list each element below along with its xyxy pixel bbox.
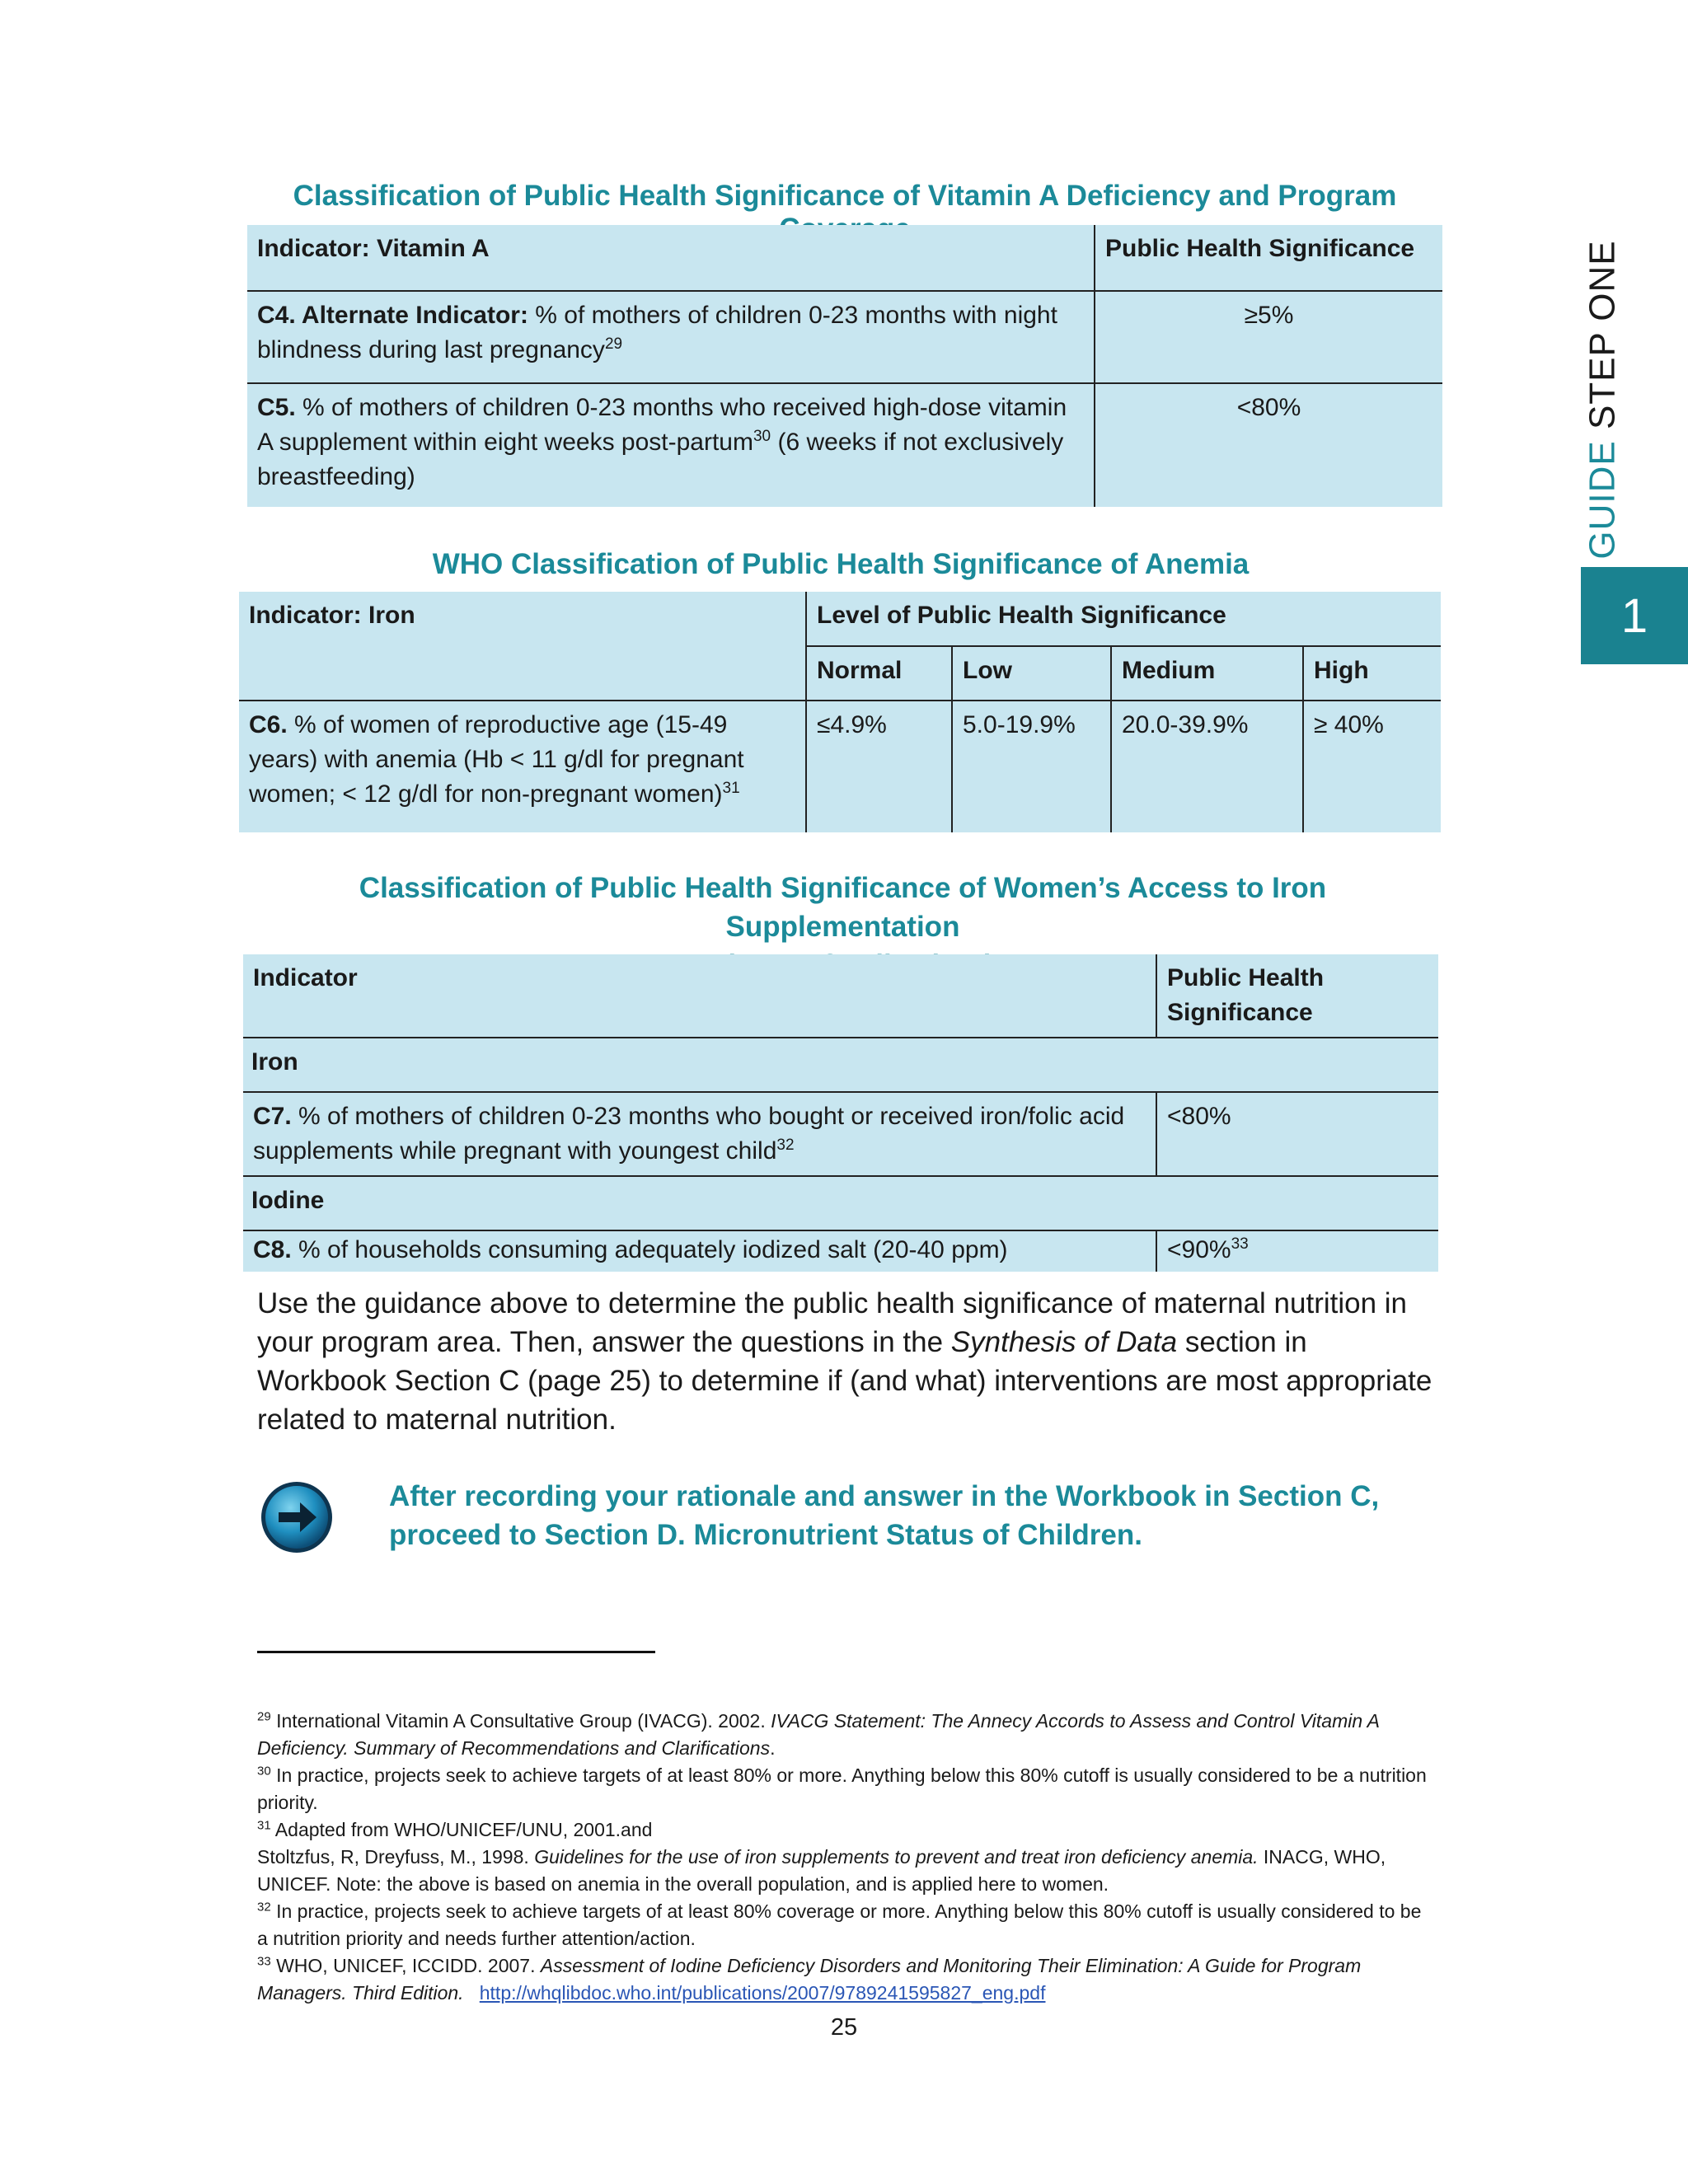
step-number-box [1581, 567, 1688, 664]
step-number: 1 [1620, 588, 1648, 643]
guidance-paragraph: Use the guidance above to determine the public health significance of maternal nutrition in your program area. Then, answer the questions in the Synthesis of Data section in Workbook Section C (page 25) to determine if (and what) interventions are most appropriate related to maternal nutrition. [257, 1287, 1432, 1436]
row-c8-value: <90%$^{33}$ [1156, 1230, 1438, 1272]
arrow-right-icon [259, 1479, 335, 1555]
footnote-separator [257, 1651, 655, 1653]
header-normal: Normal [806, 646, 952, 701]
row-c7-indicator: C7. % of mothers of children 0-23 months who bought or received iron/folic acid supplements while pregnant with youngest child$^{32}$ [243, 1092, 1156, 1176]
anemia-table [239, 592, 1441, 832]
side-tab-label [1574, 240, 1632, 560]
footnote-33: $^{33}$ WHO, UNICEF, ICCIDD. 2007. Assessment of Iodine Deficiency Disorders and Monitoring Their Elimination: A Guide for Program Managers. Third Edition. http://whqlibdoc.who.int/publications/2007/9789241595827_eng.pdf [257, 1954, 1362, 2004]
table2-header-level: Level of Public Health Significance [806, 592, 1441, 646]
table-row [247, 383, 1442, 507]
footnote-31: $^{31}$ Adapted from WHO/UNICEF/UNU, 2001.and Stoltzfus, R, Dreyfuss, M., 1998. Guidelines for the use of iron supplements to prevent and treat iron deficiency anemia. INACG, WHO, UNICEF. Note: the above is based on anemia in the overall population, and is applied here to women. [257, 1818, 1386, 1895]
table1-title: Classification of Public Health Significance of Vitamin A Deficiency and Program [293, 180, 1397, 212]
row-c8-indicator: C8. % of households consuming adequately iodized salt (20-40 ppm) [243, 1230, 1156, 1272]
row-c6-low: 5.0-19.9% [952, 701, 1111, 832]
group-iron: Iron [243, 1038, 1438, 1092]
header-high: High [1303, 646, 1441, 701]
row-c4-indicator: C4. Alternate Indicator: % of mothers of children 0-23 months with night blindness during last pregnancy$^{29}$ [247, 291, 1095, 383]
table1-header-indicator: Indicator: Vitamin A [247, 225, 1095, 291]
next-step-callout: After recording your rationale and answer in the Workbook in Section C, proceed to Section D. Micronutrient Status of Children. [389, 1480, 1380, 1551]
table1-header-significance: Public Health Significance [1095, 225, 1442, 291]
footnote-29: $^{29}$ International Vitamin A Consultative Group (IVACG). 2002. IVACG Statement: The Annecy Accords to Assess and Control Vitamin A Deficiency. Summary of Recommendations and Clarifications. [257, 1709, 1380, 1759]
vitamin-a-table [247, 225, 1442, 507]
footnotes [257, 1708, 1436, 2007]
row-c6-high: ≥ 40% [1303, 701, 1441, 832]
row-c6-indicator: C6. % of women of reproductive age (15-49 years) with anemia (Hb < 11 g/dl for pregnant women; < 12 g/dl for non-pregnant women)$^{31}$ [239, 701, 806, 832]
table-row [239, 701, 1441, 832]
row-c5-indicator: C5. % of mothers of children 0-23 months who received high-dose vitamin A supplement within eight weeks post-partum$^{30}$ (6 weeks if not exclusively breastfeeding) [247, 383, 1095, 507]
guide-label: GUIDE [1582, 440, 1624, 560]
row-c7-value: <80% [1156, 1092, 1438, 1176]
iron-iodine-table [243, 954, 1438, 1272]
header-medium: Medium [1111, 646, 1303, 701]
who-pdf-link[interactable]: http://whqlibdoc.who.int/publications/2007/9789241595827_eng.pdf [479, 1982, 1046, 2004]
row-c5-value: <80% [1095, 383, 1442, 507]
table2-header-indicator: Indicator: Iron [239, 592, 806, 701]
row-c6-normal: ≤4.9% [806, 701, 952, 832]
table3-header-significance: Public Health Significance [1156, 954, 1438, 1038]
table3-header-indicator: Indicator [243, 954, 1156, 1038]
header-low: Low [952, 646, 1111, 701]
table-row [243, 1230, 1438, 1272]
footnote-30: $^{30}$ In practice, projects seek to achieve targets of at least 80% or more. Anything below this 80% cutoff is usually considered to be a nutrition priority. [257, 1764, 1427, 1813]
footnote-32: $^{32}$ In practice, projects seek to achieve targets of at least 80% coverage or more. Anything below this 80% cutoff is usually considered to be a nutrition priority and needs further attention/action. [257, 1900, 1422, 1949]
table3-title: Classification of Public Health Significance of Women’s Access to Iron Supplementation [359, 872, 1327, 943]
row-c4-value: ≥5% [1095, 291, 1442, 383]
table-row [243, 1092, 1438, 1176]
page-number: 25 [830, 2014, 858, 2041]
table-row [247, 291, 1442, 383]
row-c6-medium: 20.0-39.9% [1111, 701, 1303, 832]
step-label: STEP ONE [1582, 240, 1624, 430]
table2-title: WHO Classification of Public Health Significance of Anemia [432, 548, 1250, 580]
group-iodine: Iodine [243, 1176, 1438, 1230]
